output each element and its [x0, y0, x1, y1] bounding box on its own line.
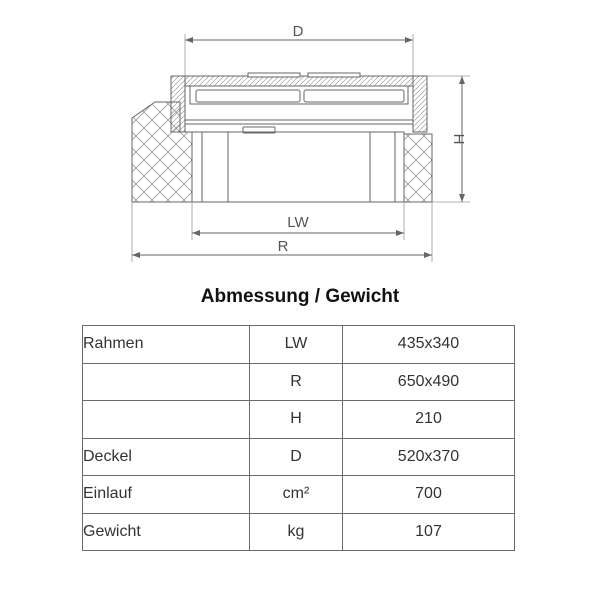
dimension-d: [185, 23, 413, 76]
row-label: [83, 401, 250, 439]
row-label: Deckel: [83, 438, 250, 476]
table-row: [83, 401, 515, 439]
dim-label-h: H: [450, 133, 467, 145]
frame-cover: [171, 73, 427, 132]
row-label: [83, 363, 250, 401]
row-value: 210: [343, 401, 515, 439]
dim-label-r: R: [277, 238, 289, 255]
spec-table: [82, 325, 515, 551]
dim-label-lw: LW: [287, 214, 309, 231]
table-row: [83, 326, 515, 364]
row-symbol: H: [250, 401, 343, 439]
row-symbol: D: [250, 438, 343, 476]
section-title: Abmessung / Gewicht: [200, 286, 400, 307]
channel-body: [192, 127, 404, 202]
row-value: 107: [343, 513, 515, 551]
table-row: [83, 438, 515, 476]
table-row: [83, 476, 515, 514]
dimension-lw: [192, 202, 404, 240]
row-value: 700: [343, 476, 515, 514]
row-symbol: kg: [250, 513, 343, 551]
cross-section-drawing: [0, 0, 600, 280]
row-symbol: R: [250, 363, 343, 401]
table-row: [83, 513, 515, 551]
row-label: Einlauf: [83, 476, 250, 514]
dimension-r: [132, 202, 432, 262]
row-label: Gewicht: [83, 513, 250, 551]
row-value: 650x490: [343, 363, 515, 401]
concrete-right: [404, 134, 432, 202]
row-symbol: cm²: [250, 476, 343, 514]
table-row: [83, 363, 515, 401]
dim-label-d: D: [292, 23, 304, 40]
row-value: 520x370: [343, 438, 515, 476]
row-value: 435x340: [343, 326, 515, 364]
row-symbol: LW: [250, 326, 343, 364]
row-label: Rahmen: [83, 326, 250, 364]
